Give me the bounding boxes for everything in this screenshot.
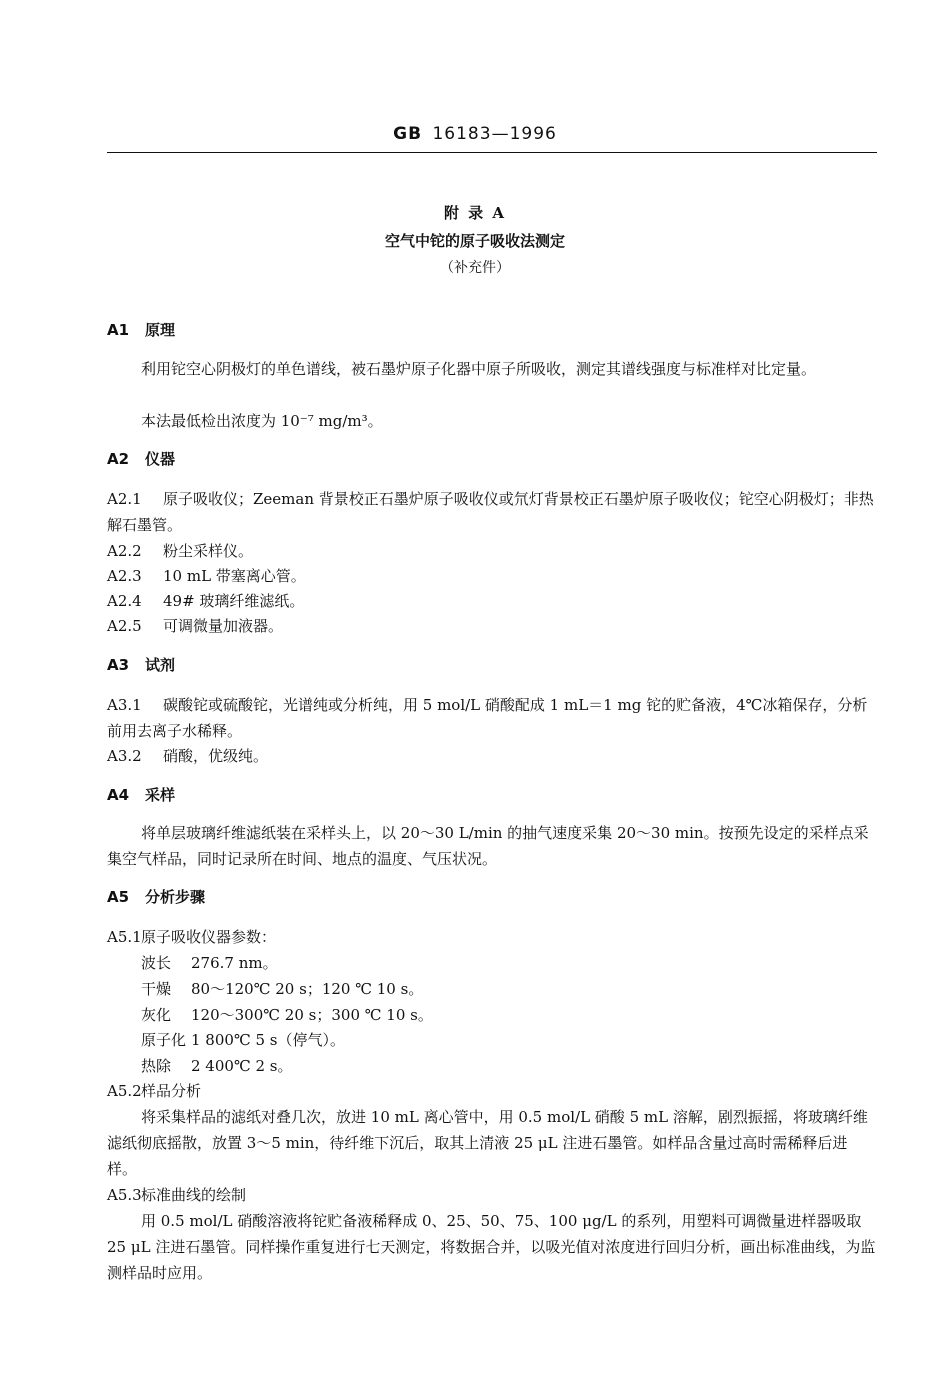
item-number: A3.1 (107, 696, 142, 714)
list-item (107, 588, 877, 614)
section-a2-heading (107, 446, 877, 472)
param-value: 276.7 nm。 (191, 954, 278, 972)
appendix-title: 空气中铊的原子吸收法测定 (384, 232, 565, 250)
param-value: 1 800℃ 5 s（停气）。 (191, 1031, 345, 1049)
section-a4-paragraph: 将单层玻璃纤维滤纸装在采样头上，以 20～30 L/min 的抽气速度采集 20～30 min。按预先设定的采样点采集空气样品，同时记录所在时间、地点的温度、气压状况。 (107, 824, 869, 868)
param-value: 2 400℃ 2 s。 (191, 1057, 293, 1075)
list-item (107, 538, 877, 564)
param-value: 120～300℃ 20 s；300 ℃ 10 s。 (191, 1006, 433, 1024)
header-rule (107, 152, 877, 153)
item-text: 原子吸收仪；Zeeman 背景校正石墨炉原子吸收仪或氘灯背景校正石墨炉原子吸收仪；铊空心阴极灯；非热解石墨管。 (107, 490, 874, 534)
item-text: 49# 玻璃纤维滤纸。 (163, 592, 305, 610)
param-row (107, 950, 911, 976)
item-number: A2.1 (107, 490, 142, 508)
item-number: A2.5 (107, 617, 142, 635)
list-item (107, 743, 877, 769)
item-number: A3.2 (107, 747, 142, 765)
section-number: A2 (107, 450, 130, 468)
item-text: 原子吸收仪器参数： (141, 928, 277, 946)
section-a4-heading (107, 782, 877, 808)
section-title: 采样 (145, 786, 176, 804)
appendix-note: （补充件） (440, 260, 510, 276)
item-number: A2.4 (107, 592, 142, 610)
param-key: 干燥 (141, 980, 172, 998)
list-item (107, 486, 877, 538)
param-key: 波长 (141, 954, 172, 972)
standard-code-number: 16183—1996 (432, 124, 557, 144)
item-number: A5.1 (107, 928, 142, 946)
section-number: A5 (107, 888, 130, 906)
item-number: A2.2 (107, 542, 142, 560)
param-row (107, 1027, 911, 1053)
param-key: 热除 (141, 1057, 172, 1075)
item-text: 粉尘采样仪。 (163, 542, 254, 560)
item-text: 可调微量加液器。 (163, 617, 284, 635)
item-number: A5.3 (107, 1186, 142, 1204)
section-a1-paragraph-1: 利用铊空心阴极灯的单色谱线，被石墨炉原子化器中原子所吸收，测定其谱线强度与标准样对比定量。 (141, 360, 817, 378)
appendix-label: 附 录 A (443, 204, 507, 222)
section-number: A1 (107, 321, 130, 339)
section-a3-heading (107, 652, 877, 678)
param-key: 灰化 (141, 1006, 172, 1024)
item-text: 10 mL 带塞离心管。 (163, 567, 306, 585)
param-value: 80～120℃ 20 s；120 ℃ 10 s。 (191, 980, 424, 998)
section-number: A4 (107, 786, 130, 804)
item-number: A5.2 (107, 1082, 142, 1100)
subsection-a5-3-heading (107, 1182, 877, 1208)
item-number: A2.3 (107, 567, 142, 585)
section-number: A3 (107, 656, 130, 674)
param-row (107, 976, 911, 1002)
item-text: 碳酸铊或硫酸铊，光谱纯或分析纯，用 5 mol/L 硝酸配成 1 mL＝1 mg 铊的贮备液，4℃冰箱保存，分析前用去离子水稀释。 (107, 696, 868, 740)
subsection-a5-3-paragraph: 用 0.5 mol/L 硝酸溶液将铊贮备液稀释成 0、25、50、75、100 μg/L 的系列，用塑料可调微量进样器吸取 25 μL 注进石墨管。同样操作重复进行七天测定，将数据合并，以吸光值对浓度进行回归分析，画出标准曲线，为监测样品时应用。 (107, 1212, 876, 1282)
subsection-a5-2-heading (107, 1078, 877, 1104)
subsection-a5-2-paragraph: 将采集样品的滤纸对叠几次，放进 10 mL 离心管中，用 0.5 mol/L 硝酸 5 mL 溶解，剧烈振摇，将玻璃纤维滤纸彻底摇散，放置 3～5 min，待纤维下沉后，取其上清液 25 μL 注进石墨管。如样品含量过高时需稀释后进样。 (107, 1108, 868, 1178)
section-a5-heading (107, 884, 877, 910)
section-a1-paragraph-2: 本法最低检出浓度为 10⁻⁷ mg/m³。 (141, 412, 383, 430)
subsection-a5-1-heading (107, 924, 877, 950)
section-title: 仪器 (145, 450, 176, 468)
item-text: 硝酸，优级纯。 (163, 747, 269, 765)
section-title: 原理 (145, 321, 176, 339)
item-text: 样品分析 (141, 1082, 202, 1100)
section-title: 分析步骤 (145, 888, 206, 906)
param-row (107, 1002, 911, 1028)
standard-code (0, 124, 950, 144)
list-item (107, 613, 877, 639)
list-item (107, 692, 877, 744)
list-item (107, 563, 877, 589)
param-key: 原子化 (141, 1031, 187, 1049)
section-a1-heading (107, 317, 877, 343)
standard-code-prefix: GB (393, 124, 423, 144)
item-text: 标准曲线的绘制 (141, 1186, 247, 1204)
param-row (107, 1053, 911, 1079)
section-title: 试剂 (145, 656, 176, 674)
